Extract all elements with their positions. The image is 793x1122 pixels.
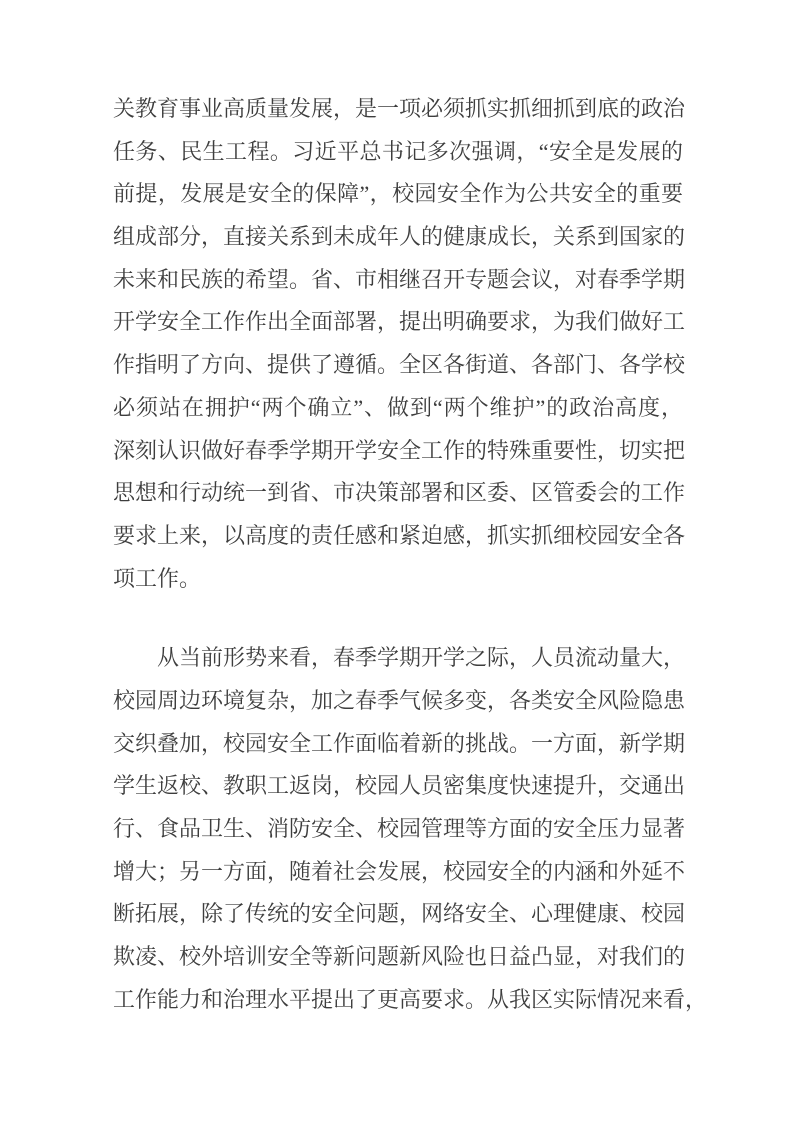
text-line: 任务、民生工程。习近平总书记多次强调，“安全是发展的: [113, 138, 683, 164]
text-line: 前提，发展是安全的保障”，校园安全作为公共安全的重要: [113, 181, 683, 207]
text-line: 增大；另一方面，随着社会发展，校园安全的内涵和外延不: [113, 858, 686, 884]
paragraph: [113, 88, 686, 600]
text-line: 作指明了方向、提供了遵循。全区各街道、各部门、各学校: [113, 352, 686, 378]
text-line: 思想和行动统一到省、市决策部署和区委、区管委会的工作: [113, 480, 686, 506]
text-block: [113, 88, 708, 1021]
text-line: 断拓展，除了传统的安全问题，网络安全、心理健康、校园: [113, 901, 686, 927]
text-line: 关教育事业高质量发展，是一项必须抓实抓细抓到底的政治: [113, 96, 686, 121]
text-line: 必须站在拥护“两个确立”、做到“两个维护”的政治高度，: [113, 394, 683, 420]
text-line: 深刻认识做好春季学期开学安全工作的特殊重要性，切实把: [113, 437, 686, 463]
text-line: 未来和民族的希望。省、市相继召开专题会议，对春季学期: [113, 266, 686, 292]
text-line: 要求上来，以高度的责任感和紧迫感，抓实抓细校园安全各: [113, 522, 686, 548]
text-line: 学生返校、教职工返岗，校园人员密集度快速提升，交通出: [113, 773, 686, 799]
text-line: 开学安全工作作出全面部署，提出明确要求，为我们做好工: [113, 309, 686, 335]
text-line: 工作能力和治理水平提出了更高要求。从我区实际情况来看，: [113, 986, 708, 1012]
text-line: 从当前形势来看，春季学期开学之际，人员流动量大，: [157, 645, 686, 671]
text-line: 欺凌、校外培训安全等新问题新风险也日益凸显，对我们的: [113, 944, 686, 970]
text-line: 项工作。: [113, 565, 202, 591]
paragraph: [113, 637, 708, 1021]
text-line: 组成部分，直接关系到未成年人的健康成长，关系到国家的: [113, 224, 686, 250]
text-line: 行、食品卫生、消防安全、校园管理等方面的安全压力显著: [113, 816, 686, 841]
text-line: 校园周边环境复杂，加之春季气候多变，各类安全风险隐患: [113, 687, 686, 713]
text-line: 交织叠加，校园安全工作面临着新的挑战。一方面，新学期: [113, 730, 686, 756]
